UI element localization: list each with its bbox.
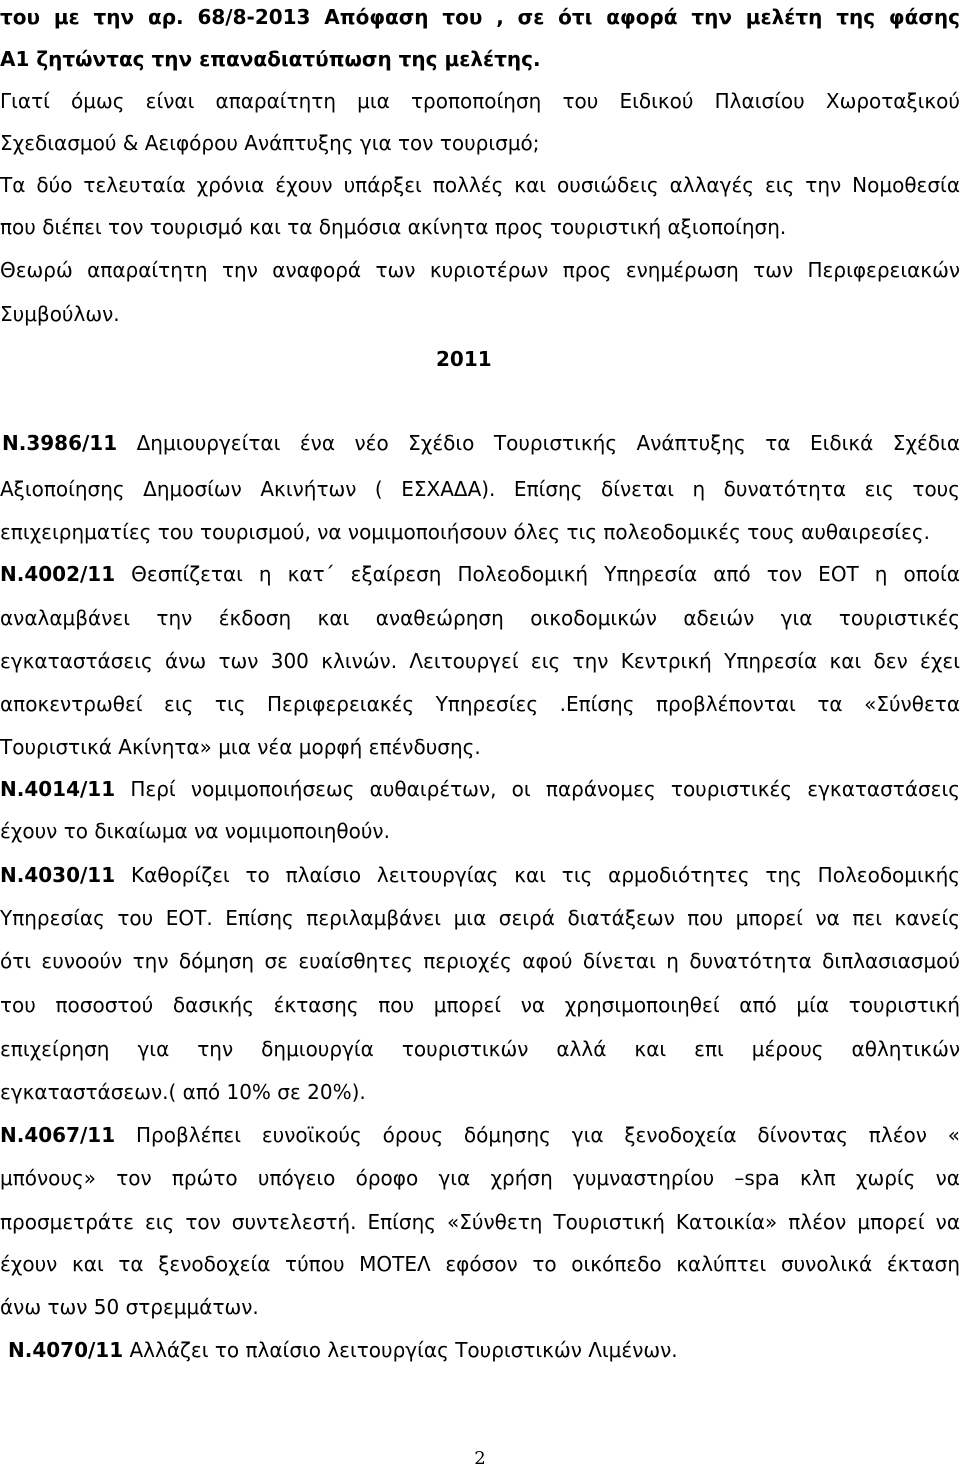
law-4002-code: Ν.4002/11 [0, 562, 116, 586]
changes-line-1: Τα δύο τελευταία χρόνια έχουν υπάρξει πολλές και ουσιώδεις αλλαγές εις την Νομοθεσία [0, 173, 960, 197]
law-3986-line-1 [2, 430, 960, 456]
law-4067-line-1 [0, 1122, 960, 1148]
law-4030-line-5: επιχείρηση για την δημιουργία τουριστικών αλλά και επι μέρους αθλητικών [0, 1037, 960, 1061]
law-4030-line-6: εγκαταστάσεων.( από 10% σε 20%). [0, 1080, 366, 1104]
law-4002-line-3: εγκαταστάσεις άνω των 300 κλινών. Λειτουργεί εις την Κεντρική Υπηρεσία και δεν έχει [0, 649, 960, 673]
law-4002-text-1: Θεσπίζεται η κατ΄ εξαίρεση Πολεοδομική Υπηρεσία από τον ΕΟΤ η οποία [115, 562, 960, 586]
question-line-2: Σχεδιασμού & Αειφόρου Ανάπτυξης για τον τουρισμό; [0, 131, 540, 155]
changes-line-2: που διέπει τον τουρισμό και τα δημόσια ακίνητα προς τουριστική αξιοποίηση. [0, 215, 787, 239]
law-4067-line-5: άνω των 50 στρεμμάτων. [0, 1295, 259, 1319]
law-4030-code: Ν.4030/11 [0, 863, 116, 887]
law-4002-line-4: αποκεντρωθεί εις τις Περιφερειακές Υπηρεσίες .Επίσης προβλέπονται τα «Σύνθετα [0, 692, 960, 716]
intro-line-1: του με την αρ. 68/8-2013 Απόφαση του , σε ότι αφορά την μελέτη της φάσης [0, 5, 960, 29]
briefing-line-1: Θεωρώ απαραίτητη την αναφορά των κυριοτέρων προς ενημέρωση των Περιφερειακών [0, 258, 960, 282]
law-4030-line-4: του ποσοστού δασικής έκτασης που μπορεί να χρησιμοποιηθεί από μία τουριστική [0, 993, 960, 1017]
intro-line-2: Α1 ζητώντας την επαναδιατύπωση της μελέτης. [0, 47, 541, 71]
law-4070-code: Ν.4070/11 [8, 1338, 124, 1362]
law-4067-text-1: Προβλέπει ευνοϊκούς όρους δόμησης για ξενοδοχεία δίνοντας πλέον « [115, 1123, 960, 1147]
law-4014-text-1: Περί νομιμοποιήσεως αυθαιρέτων, οι παράνομες τουριστικές εγκαταστάσεις [115, 777, 960, 801]
law-3986-line-3: επιχειρηματίες του τουρισμού, να νομιμοποιήσουν όλες τις πολεοδομικές τους αυθαιρεσίες. [0, 520, 930, 544]
law-4014-line-2: έχουν το δικαίωμα να νομιμοποιηθούν. [0, 819, 390, 843]
law-3986-code: Ν.3986/11 [2, 431, 118, 455]
briefing-line-2: Συμβούλων. [0, 302, 120, 326]
law-3986-text-1: Δημιουργείται ένα νέο Σχέδιο Τουριστικής Ανάπτυξης τα Ειδικά Σχέδια [117, 431, 960, 455]
law-4067-line-2: μπόνους» τον πρώτο υπόγειο όροφο για χρήση γυμναστηρίου –spa κλπ χωρίς να [0, 1166, 960, 1190]
law-4030-line-1 [0, 862, 960, 888]
law-4002-line-1 [0, 561, 960, 587]
law-3986-line-2: Αξιοποίησης Δημοσίων Ακινήτων ( ΕΣΧΑΔΑ). Επίσης δίνεται η δυνατότητα εις τους [0, 477, 960, 501]
question-line-1: Γιατί όμως είναι απαραίτητη μια τροποποίηση του Ειδικού Πλαισίου Χωροταξικού [0, 89, 960, 113]
law-4070-line-1 [8, 1337, 960, 1363]
law-4014-line-1 [0, 776, 960, 802]
law-4030-line-2: Υπηρεσίας του ΕΟΤ. Επίσης περιλαμβάνει μια σειρά διατάξεων που μπορεί να πει κανείς [0, 906, 960, 930]
law-4067-code: Ν.4067/11 [0, 1123, 116, 1147]
law-4067-line-3: προσμετράτε εις τον συντελεστή. Επίσης «Σύνθετη Τουριστική Κατοικία» πλέον μπορεί να [0, 1210, 960, 1234]
law-4030-text-1: Καθορίζει το πλαίσιο λειτουργίας και τις αρμοδιότητες της Πολεοδομικής [115, 863, 960, 887]
law-4002-line-2: αναλαμβάνει την έκδοση και αναθεώρηση οικοδομικών αδειών για τουριστικές [0, 606, 960, 630]
law-4014-code: Ν.4014/11 [0, 777, 116, 801]
law-4030-line-3: ότι ευνοούν την δόμηση σε ευαίσθητες περιοχές αφού δίνεται η δυνατότητα διπλασιασμού [0, 949, 960, 973]
law-4002-line-5: Τουριστικά Ακίνητα» μια νέα μορφή επένδυσης. [0, 735, 481, 759]
law-4070-text-1: Αλλάζει το πλαίσιο λειτουργίας Τουριστικών Λιμένων. [123, 1338, 678, 1362]
law-4067-line-4: έχουν και τα ξενοδοχεία τύπου ΜΟΤΕΛ εφόσον το οικόπεδο καλύπτει συνολικά έκταση [0, 1252, 960, 1276]
page-number: 2 [474, 1448, 486, 1469]
year-heading: 2011 [436, 347, 492, 371]
